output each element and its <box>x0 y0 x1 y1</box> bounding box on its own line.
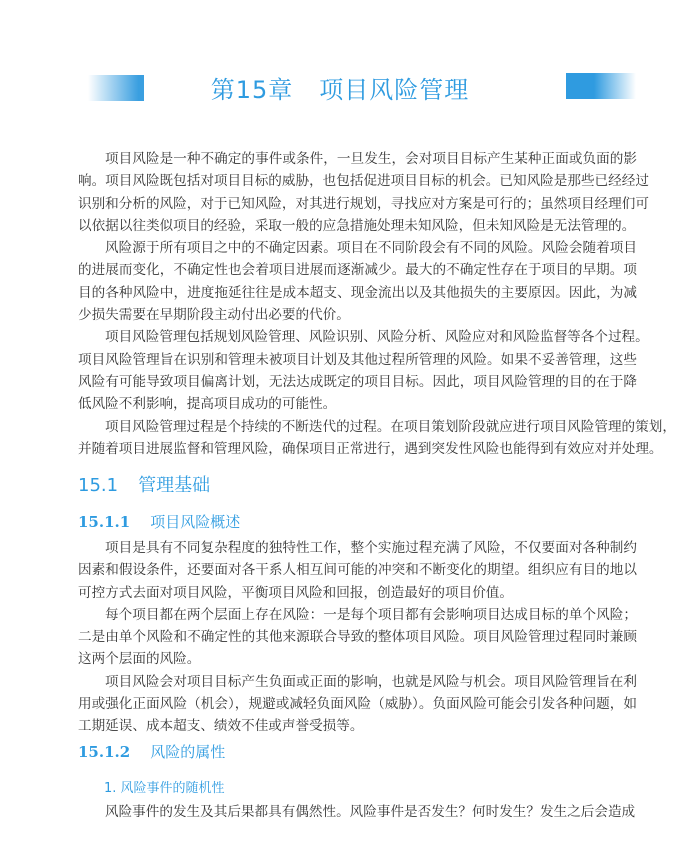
subsection-title: 风险的属性 <box>150 743 226 761</box>
paragraph-line: 项目风险管理旨在识别和管理未被项目计划及其他过程所管理的风险。如果不妥善管理，这些 <box>78 351 637 368</box>
section-heading <box>78 471 210 497</box>
subsection-number: 15.1.1 <box>78 513 131 531</box>
chapter-number: 第15章 <box>210 76 294 104</box>
paragraph-line: 可控方式去面对项目风险，平衡项目风险和回报，创造最好的项目价值。 <box>78 584 513 601</box>
chapter-name: 项目风险管理 <box>319 76 470 104</box>
paragraph-line: 二是由单个风险和不确定性的其他来源联合导致的整体项目风险。项目风险管理过程同时兼顾 <box>78 629 637 646</box>
paragraph-line: 风险源于所有项目之中的不确定因素。项目在不同阶段会有不同的风险。风险会随着项目 <box>105 240 637 257</box>
paragraph-line: 因素和假设条件，还要面对各干系人相互间可能的冲突和不断变化的期望。组织应有目的地以 <box>78 562 637 579</box>
paragraph-line: 这两个层面的风险。 <box>78 651 201 668</box>
chapter-title <box>0 70 680 105</box>
paragraph-line: 项目风险管理包括规划风险管理、风险识别、风险分析、风险应对和风险监督等各个过程。 <box>105 329 649 346</box>
paragraph-line: 项目风险是一种不确定的事件或条件，一旦发生，会对项目目标产生某种正面或负面的影 <box>105 151 637 167</box>
subsection-number: 15.1.2 <box>78 743 131 761</box>
paragraph-line: 每个项目都在两个层面上存在风险：一是每个项目都有会影响项目达成目标的单个风险； <box>105 606 637 623</box>
paragraph-line: 低风险不利影响，提高项目成功的可能性。 <box>78 396 337 413</box>
item-heading: 1. 风险事件的随机性 <box>104 781 225 796</box>
subsection-heading-1 <box>78 511 240 532</box>
paragraph-line: 的进展而变化，不确定性也会着项目进展而逐渐减少。最大的不确定性存在于项目的早期。项 <box>78 262 637 279</box>
paragraph-line: 响。项目风险既包括对项目目标的威胁，也包括促进项目目标的机会。已知风险是那些已经经过 <box>78 173 649 190</box>
paragraph-line: 少损失需要在早期阶段主动付出必要的代价。 <box>78 307 350 324</box>
section-number: 15.1 <box>78 475 119 496</box>
paragraph-line: 以依据以往类似项目的经验，采取一般的应急措施处理未知风险，但未知风险是无法管理的。 <box>78 217 636 234</box>
subsection-1-text <box>78 537 637 738</box>
paragraph-line: 目的各种风险中，进度拖延往往是成本超支、现金流出以及其他损失的主要原因。因此，为减 <box>78 284 637 301</box>
paragraph-line: 项目风险会对项目目标产生负面或正面的影响，也就是风险与机会。项目风险管理旨在利 <box>105 673 637 690</box>
section-title: 管理基础 <box>138 475 211 496</box>
subsection-heading-2 <box>78 741 225 762</box>
paragraph-line: 项目风险管理过程是个持续的不断迭代的过程。在项目策划阶段就应进行项目风险管理的策划， <box>105 418 676 435</box>
paragraph-line: 项目是具有不同复杂程度的独特性工作，整个实施过程充满了风险，不仅要面对各种制约 <box>105 540 637 556</box>
subsection-title: 项目风险概述 <box>150 513 241 531</box>
paragraph-line: 并随着项目进展监督和管理风险，确保项目正常进行，遇到突发性风险也能得到有效应对并处理。 <box>78 440 663 457</box>
intro-text <box>78 148 676 460</box>
paragraph-line: 风险有可能导致项目偏离计划，无法达成既定的项目目标。因此，项目风险管理的目的在于降 <box>78 373 637 390</box>
paragraph-line: 用或强化正面风险（机会），规避或减轻负面风险（威胁）。负面风险可能会引发各种问题，如 <box>78 696 637 713</box>
paragraph-line: 识别和分析的风险，对于已知风险，对其进行规划，寻找应对方案是可行的；虽然项目经理们可 <box>78 195 649 212</box>
paragraph-line: 风险事件的发生及其后果都具有偶然性。风险事件是否发生？何时发生？发生之后会造成 <box>105 804 636 820</box>
paragraph-line: 工期延误、成本超支、绩效不佳或声誉受损等。 <box>78 718 364 735</box>
